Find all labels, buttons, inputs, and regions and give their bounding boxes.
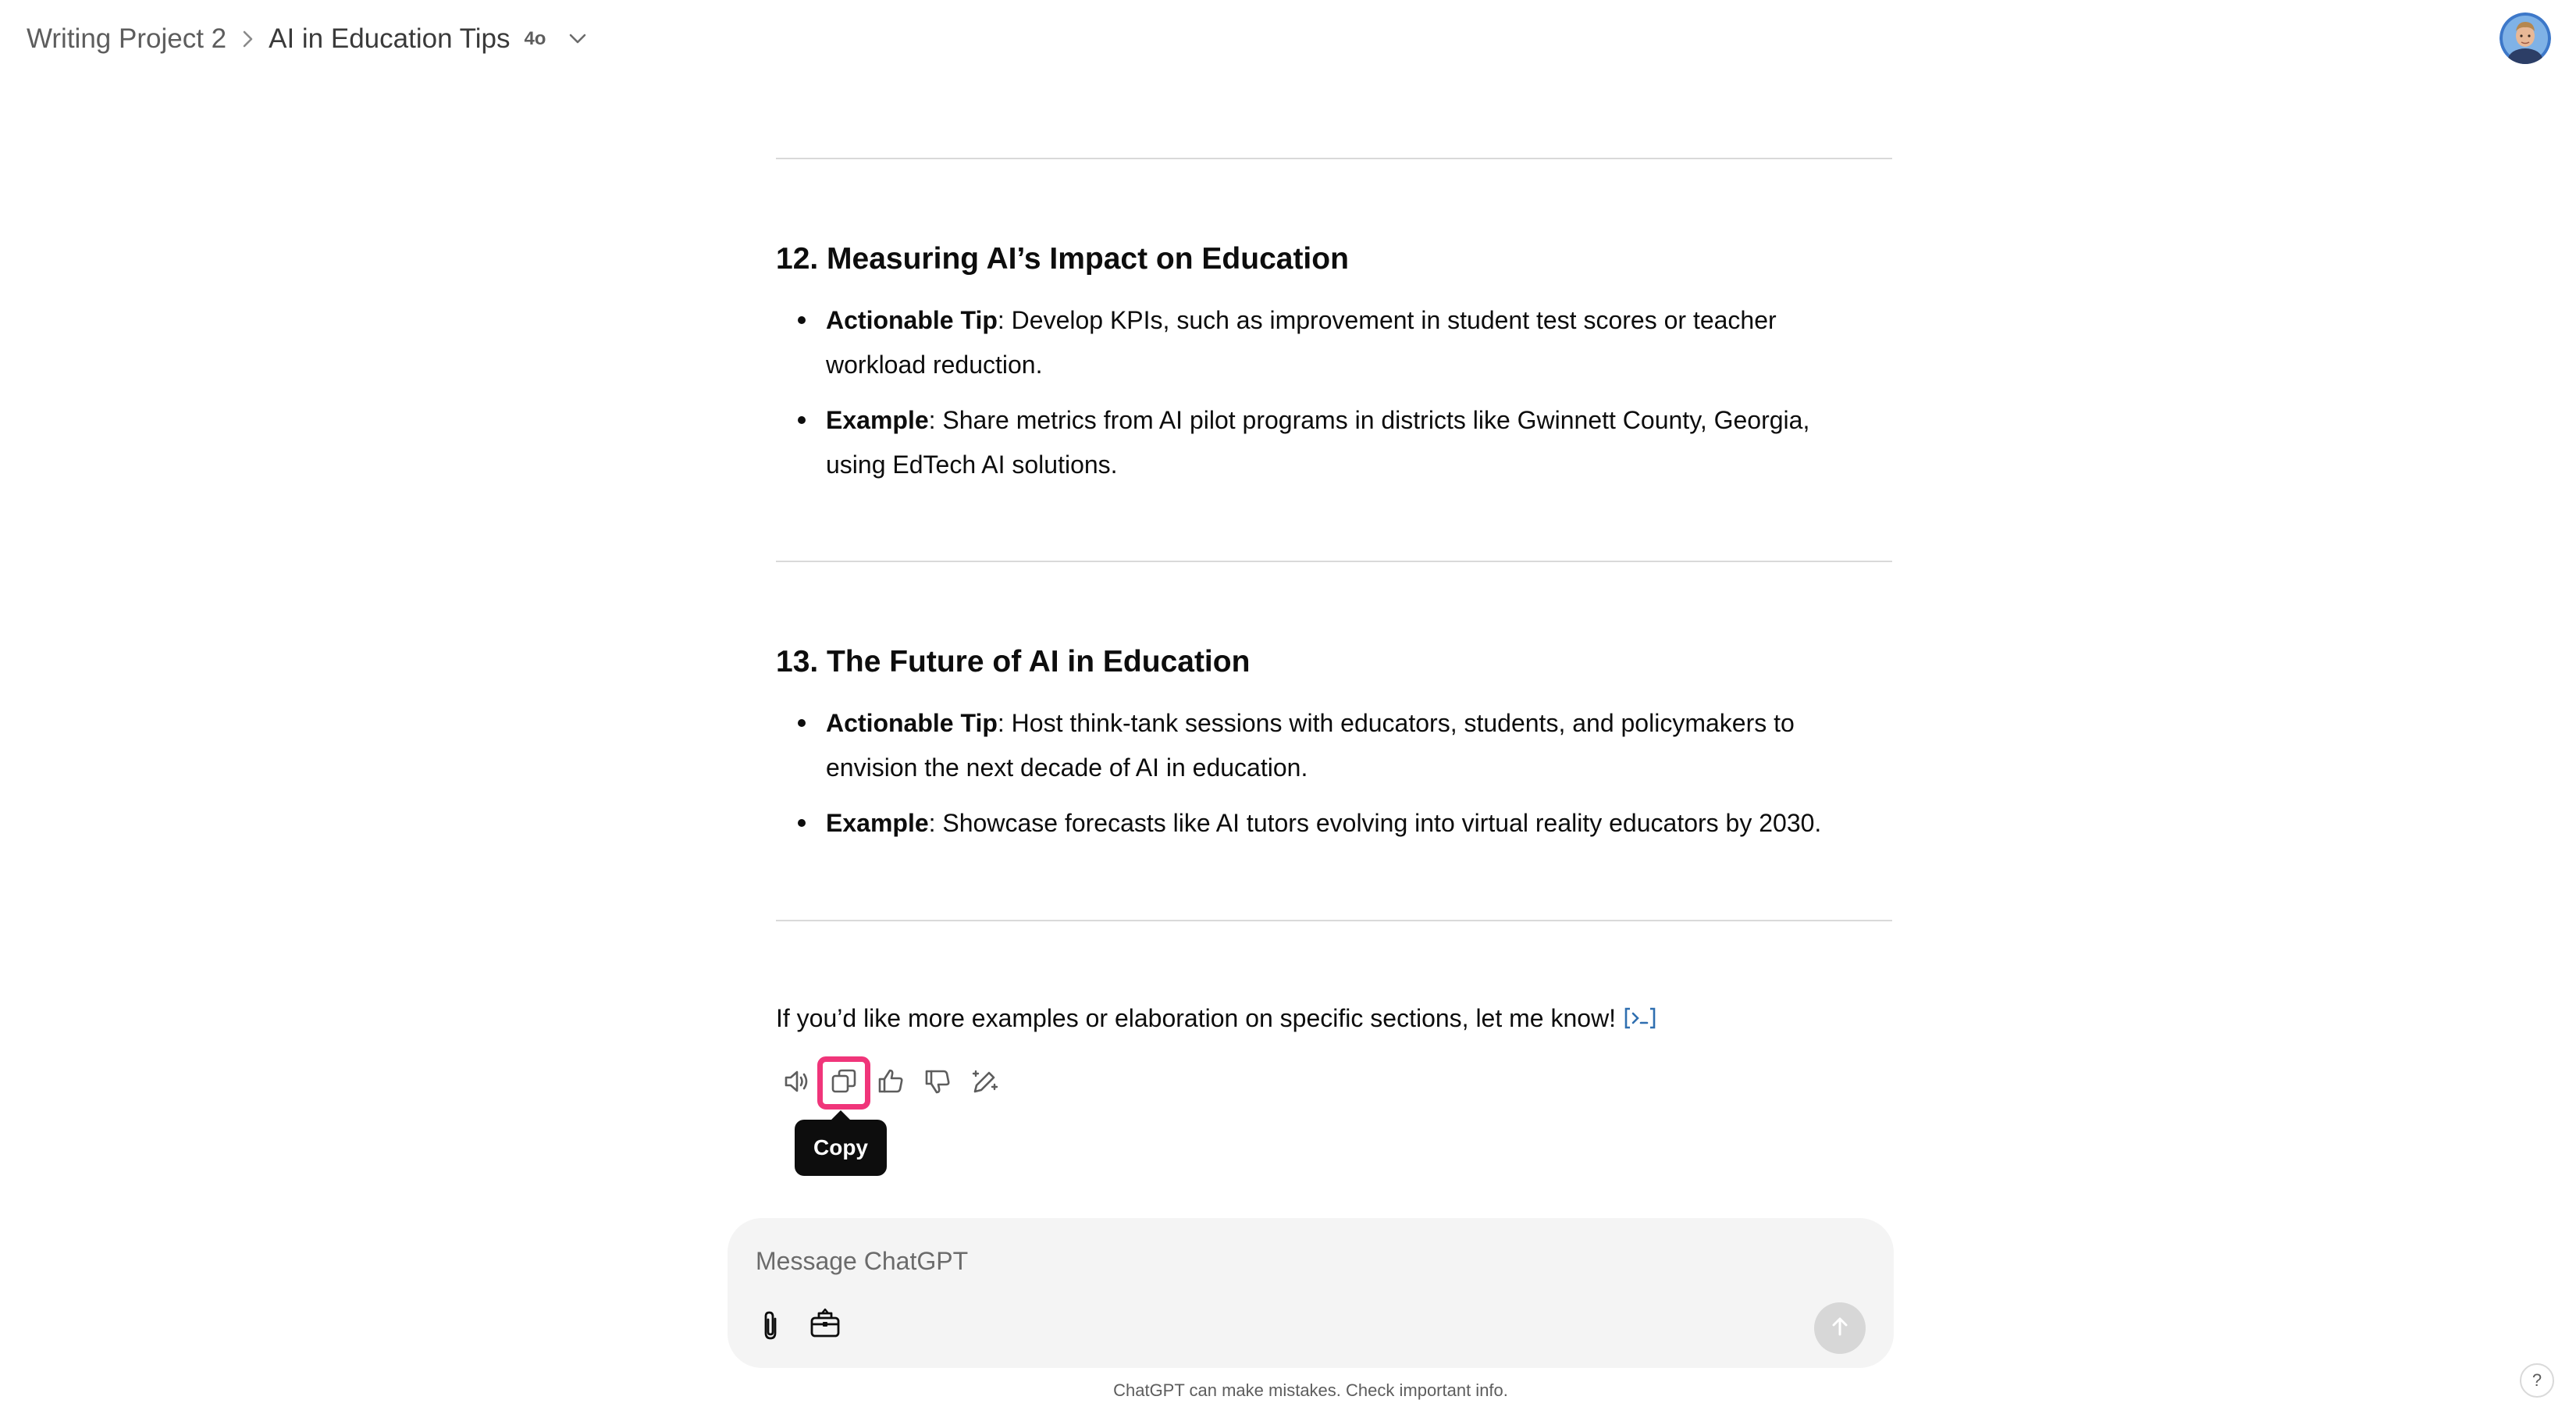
divider [776, 920, 1892, 921]
chevron-right-icon [240, 29, 256, 49]
bullet-label: Actionable Tip [826, 709, 998, 737]
arrow-up-icon [1827, 1314, 1852, 1343]
section-title: 13. The Future of AI in Education [776, 645, 1251, 679]
bullet-text: : Develop KPIs, such as improvement in student test scores or teacher [997, 306, 1777, 334]
bullet-text: : Share metrics from AI pilot programs in districts like Gwinnett County, Georgia, [928, 406, 1810, 434]
bullet-dot [798, 819, 806, 827]
model-badge: 4o [524, 28, 546, 49]
closing-text [776, 999, 1656, 1037]
bullet-text: : Showcase forecasts like AI tutors evolving into virtual reality educators by 2030. [928, 809, 1822, 837]
bullet-label: Example [826, 406, 929, 434]
citation-icon[interactable] [1624, 1006, 1656, 1031]
bullet-dot [798, 719, 806, 727]
help-button[interactable]: ? [2520, 1363, 2554, 1398]
bullet-text-continued: using EdTech AI solutions. [826, 451, 1118, 479]
message-composer [728, 1218, 1894, 1368]
message-actions [776, 1062, 1010, 1104]
bullet-text-continued: envision the next decade of AI in education. [826, 753, 1308, 782]
copy-button[interactable] [823, 1062, 865, 1104]
bullet-dot [798, 416, 806, 424]
regenerate-icon [969, 1066, 1000, 1101]
copy-icon [828, 1066, 859, 1101]
bad-response-button[interactable] [916, 1062, 959, 1104]
message-input[interactable] [754, 1238, 1772, 1284]
bullet-dot [798, 316, 806, 324]
avatar[interactable] [2500, 12, 2551, 64]
read-aloud-button[interactable] [776, 1062, 818, 1104]
edit-canvas-button[interactable] [963, 1062, 1005, 1104]
bullet-label: Example [826, 809, 929, 837]
breadcrumb [27, 20, 588, 58]
bullet-text-continued: workload reduction. [826, 351, 1043, 379]
thumbs-up-icon [875, 1066, 906, 1101]
bullet-text: : Host think-tank sessions with educators, students, and policymakers to [997, 709, 1795, 737]
disclaimer-text: ChatGPT can make mistakes. Check important info. [1113, 1380, 1508, 1400]
divider [776, 158, 1892, 159]
assistant-message [776, 0, 1892, 1218]
speaker-icon [781, 1066, 813, 1101]
section-title: 12. Measuring AI’s Impact on Education [776, 242, 1349, 276]
thumbs-down-icon [922, 1066, 953, 1101]
chevron-down-icon[interactable] [568, 31, 588, 47]
breadcrumb-chat-title[interactable]: AI in Education Tips [269, 23, 511, 54]
good-response-button[interactable] [870, 1062, 912, 1104]
divider [776, 561, 1892, 562]
bullet-label: Actionable Tip [826, 306, 998, 334]
attach-button[interactable] [749, 1305, 792, 1348]
tools-button[interactable] [804, 1304, 846, 1346]
breadcrumb-project[interactable]: Writing Project 2 [27, 23, 227, 54]
closing-line: If you’d like more examples or elaboration on specific sections, let me know! [776, 1004, 1617, 1032]
paperclip-icon [755, 1308, 786, 1346]
send-button[interactable] [1814, 1302, 1866, 1354]
copy-tooltip: Copy [795, 1120, 887, 1176]
toolbox-icon [808, 1306, 842, 1345]
